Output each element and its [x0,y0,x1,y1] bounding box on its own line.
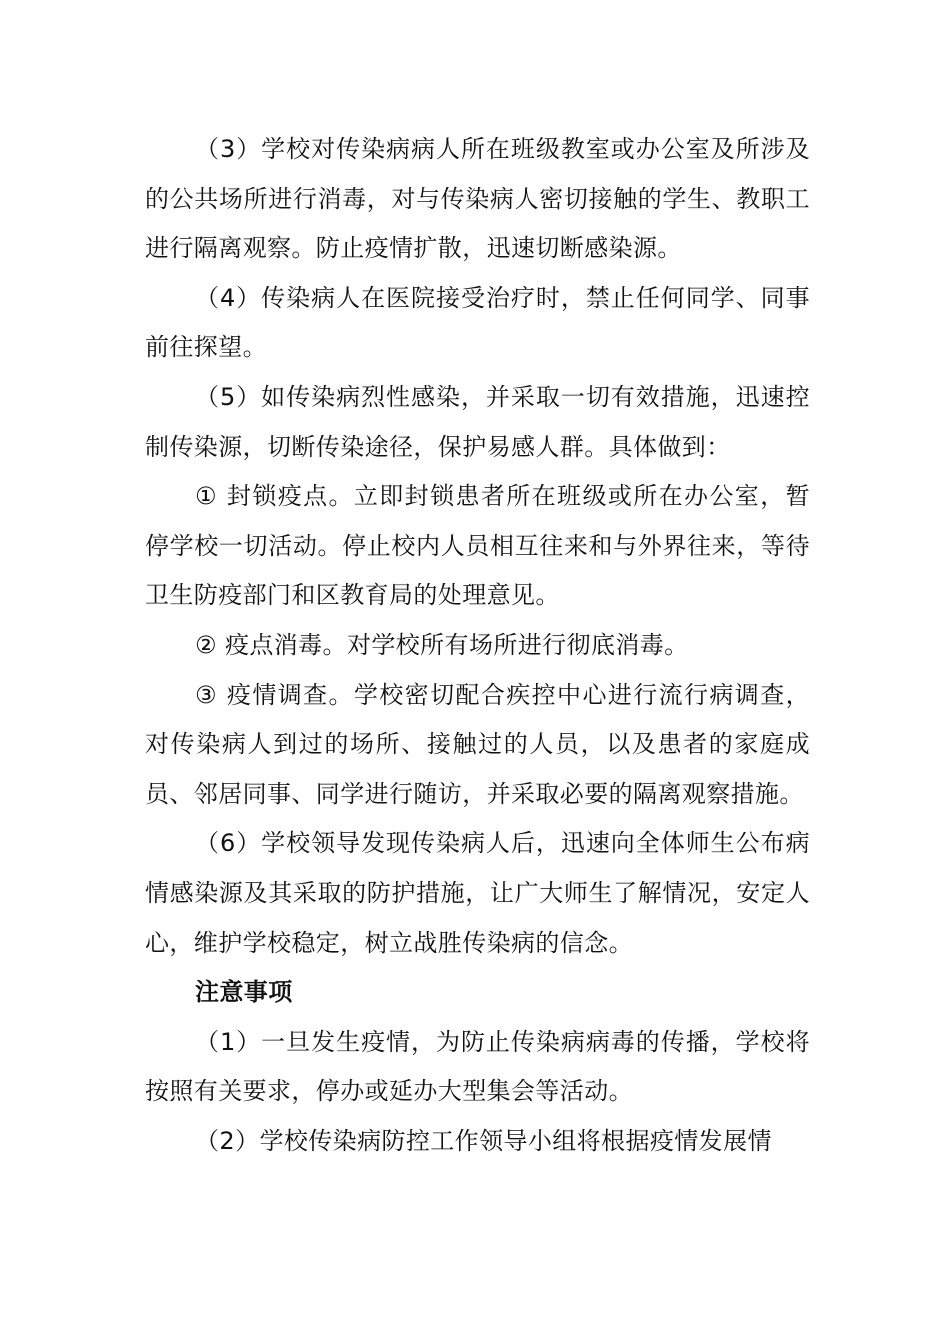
paragraph-notice-1: （1）一旦发生疫情，为防止传染病病毒的传播，学校将按照有关要求，停办或延办大型集会等活动。 [145,1027,810,1106]
paragraph-notice-2: （2）学校传染病防控工作领导小组将根据疫情发展情 [195,1126,772,1155]
paragraph-announcement: （6）学校领导发现传染病人后，迅速向全体师生公布病情感染源及其采取的防护措施，让广大师生了解情况，安定人心，维护学校稳定，树立战胜传染病的信念。 [145,829,810,957]
paragraph-investigation: ③ 疫情调查。学校密切配合疾控中心进行流行病调查，对传染病人到过的场所、接触过的人员，以及患者的家庭成员、邻居同事、同学进行随访，并采取必要的隔离观察措施。 [145,680,810,808]
paragraph-no-visiting: （4）传染病人在医院接受治疗时，禁止任何同学、同事前往探望。 [145,283,810,362]
document-body [145,125,810,1166]
paragraph-lockdown: ① 封锁疫点。立即封锁患者所在班级或所在办公室，暂停学校一切活动。停止校内人员相互往来和与外界往来，等待卫生防疫部门和区教育局的处理意见。 [145,482,810,610]
section-heading: 注意事项 [195,978,293,1007]
paragraph-severe-infection: （5）如传染病烈性感染，并采取一切有效措施，迅速控制传染源，切断传染途径，保护易感人群。具体做到： [145,382,810,461]
paragraph-disinfection: （3）学校对传染病病人所在班级教室或办公室及所涉及的公共场所进行消毒，对与传染病人密切接触的学生、教职工进行隔离观察。防止疫情扩散，迅速切断感染源。 [145,135,810,263]
paragraph-site-disinfection: ② 疫点消毒。对学校所有场所进行彻底消毒。 [195,630,689,659]
